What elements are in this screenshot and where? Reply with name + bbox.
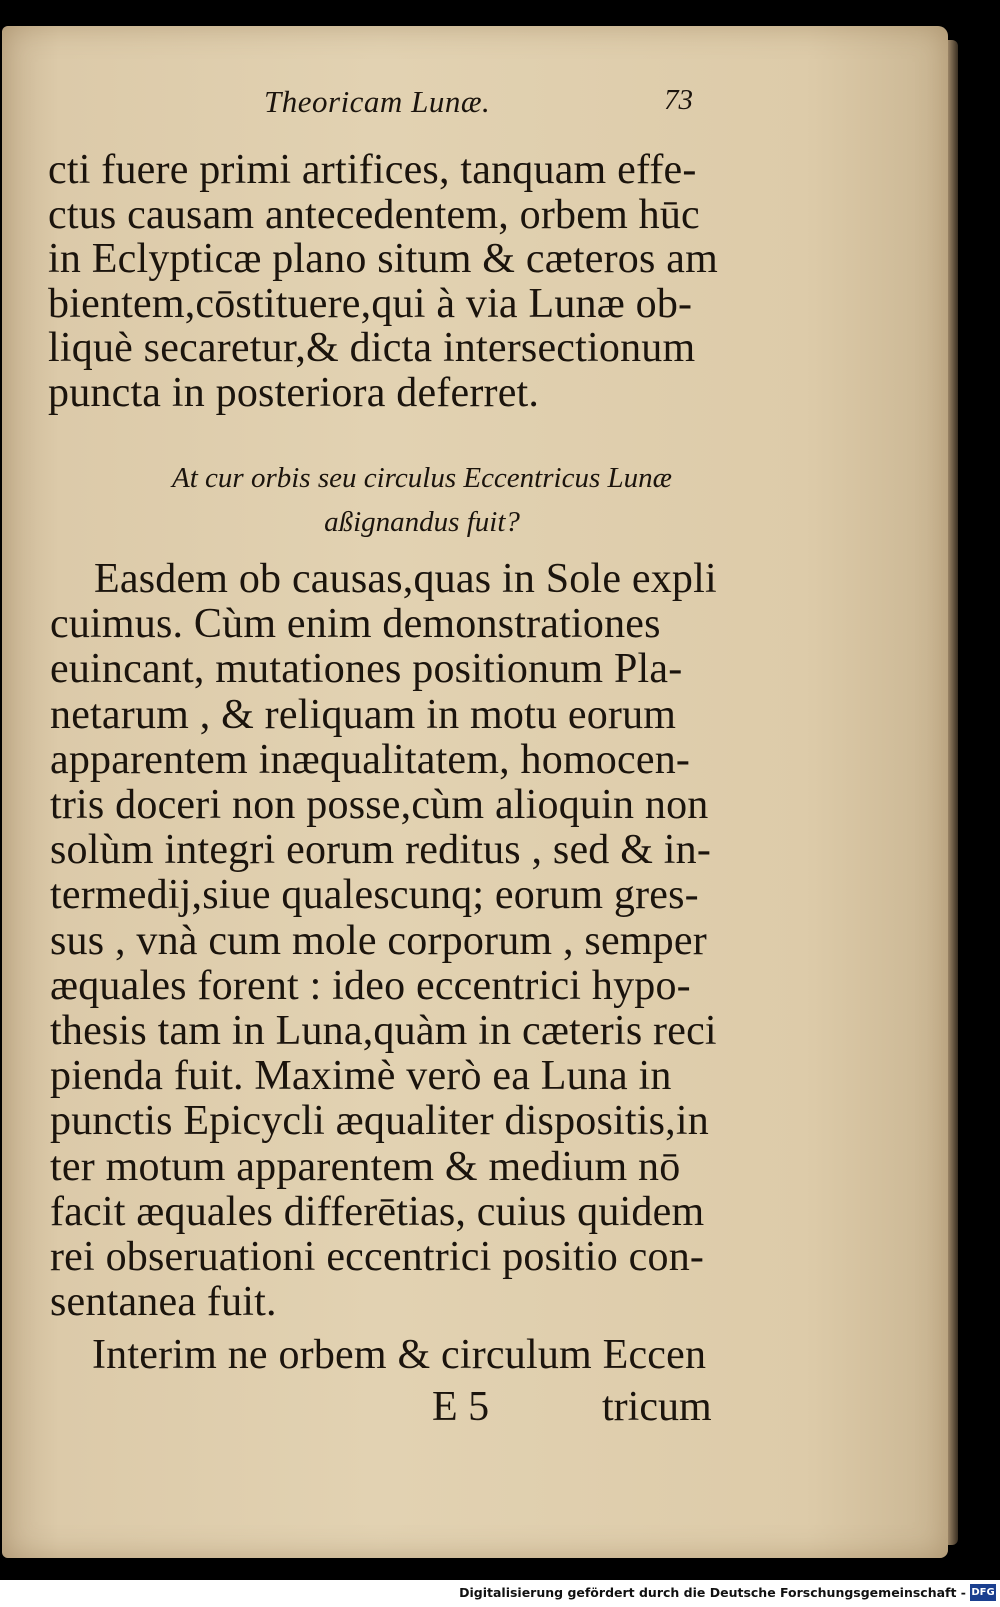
text-line: puncta in posteriora deferret. [48, 369, 540, 416]
text-line: apparentem inæqualitatem, homocen- [50, 736, 691, 783]
text-line: ter motum apparentem & medium nō [50, 1143, 681, 1190]
text-line: Easdem ob causas,quas in Sole expli [94, 556, 717, 602]
text-line: ctus causam antecedentem, orbem hūc [48, 191, 700, 238]
text-line: æquales forent : ideo eccentrici hypo- [50, 962, 691, 1009]
text-line: rei obseruationi eccentrici positio con- [50, 1234, 705, 1281]
funding-credit: Digitalisierung gefördert durch die Deutsche Forschungsgemeinschaft - [459, 1585, 966, 1600]
dfg-logo: DFG [970, 1584, 996, 1601]
book-page [2, 26, 948, 1558]
text-line: tris doceri non posse,cùm alioquin non [50, 782, 709, 829]
page-edge [948, 40, 958, 1545]
text-line: liquè secaretur,& dicta intersectionum [48, 325, 696, 371]
paragraph-1 [48, 148, 748, 415]
page-content [2, 26, 948, 1558]
text-line: cti fuere primi artifices, tanquam effe- [48, 147, 697, 193]
text-line: netarum , & reliquam in motu eorum [50, 691, 677, 738]
text-line: Interim ne orbem & circulum Eccen [92, 1332, 707, 1378]
footer-bar [0, 1580, 1000, 1607]
text-line: solùm integri eorum reditus , sed & in- [50, 827, 712, 874]
running-head: Theoricam Lunæ. [264, 84, 491, 119]
text-line: termedij,siue qualescunq; eorum gres- [50, 872, 699, 919]
text-line: euincant, mutationes positionum Pla- [50, 646, 683, 693]
text-line: sentanea fuit. [50, 1279, 277, 1326]
question-line: aßignandus fuit? [324, 506, 520, 538]
text-line: sus , vnà cum mole corporum , semper [50, 917, 707, 964]
text-line: thesis tam in Luna,quàm in cæteris reci [50, 1008, 717, 1055]
section-question [112, 456, 732, 544]
text-line: facit æquales differētias, cuius quidem [50, 1188, 705, 1235]
page-number: 73 [664, 84, 693, 116]
catchword: tricum [602, 1384, 712, 1430]
paragraph-2 [50, 557, 750, 1325]
text-line: punctis Epicycli æqualiter dispositis,in [50, 1098, 709, 1145]
text-line: in Eclypticæ plano situm & cæteros am [48, 236, 718, 282]
text-line: bientem,cōstituere,qui à via Lunæ ob- [48, 280, 693, 327]
signature-mark: E 5 [432, 1384, 490, 1430]
paragraph-3 [92, 1333, 752, 1378]
question-line: At cur orbis seu circulus Eccentricus Lunæ [172, 462, 672, 494]
text-line: cuimus. Cùm enim demonstrationes [50, 601, 661, 648]
text-line: pienda fuit. Maximè verò ea Luna in [50, 1053, 672, 1100]
